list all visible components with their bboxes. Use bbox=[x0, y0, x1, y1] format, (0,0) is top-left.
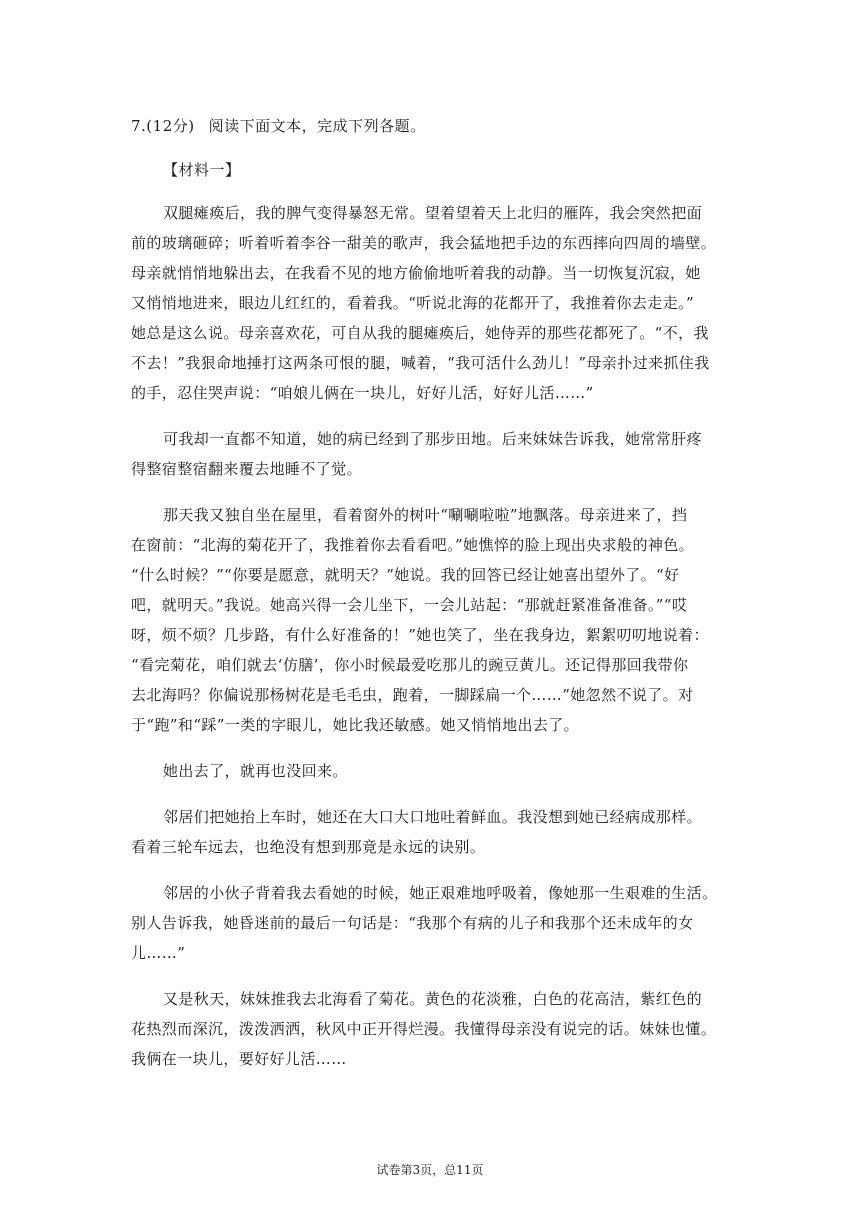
passage-line: 她总是这么说。母亲喜欢花，可自从我的腿瘫痪后，她侍弄的那些花都死了。“不，我 bbox=[131, 324, 709, 342]
passage-line: 花热烈而深沉，泼泼洒洒，秋风中正开得烂漫。我懂得母亲没有说完的话。妹妹也懂。 bbox=[131, 1020, 717, 1038]
paragraph bbox=[131, 802, 741, 862]
passage-line: 双腿瘫痪后，我的脾气变得暴怒无常。望着望着天上北归的雁阵，我会突然把面 bbox=[163, 204, 703, 222]
passage-line: 看着三轮车远去，也绝没有想到那竟是永远的诀别。 bbox=[131, 838, 486, 856]
paragraph bbox=[131, 984, 741, 1074]
passage-line: 又是秋天，妹妹推我去北海看了菊花。黄色的花淡雅，白色的花高洁，紫红色的 bbox=[163, 990, 703, 1008]
passage-line: 邻居们把她抬上车时，她还在大口大口地吐着鲜血。我没想到她已经病成那样。 bbox=[163, 808, 703, 826]
passage-line: 于“跑”和“踩”一类的字眼儿，她比我还敏感。她又悄悄地出去了。 bbox=[131, 716, 580, 734]
passage-line: 母亲就悄悄地躲出去，在我看不见的地方偷偷地听着我的动静。当一切恢复沉寂，她 bbox=[131, 264, 701, 282]
question-header bbox=[131, 112, 426, 140]
passage-line: 得整宿整宿翻来覆去地睡不了觉。 bbox=[131, 460, 363, 478]
passage-line: “什么时候？”“你要是愿意，就明天？”她说。我的回答已经让她喜出望外了。“好 bbox=[131, 566, 680, 584]
passage-line: 又悄悄地进来，眼边儿红红的，看着我。“听说北海的花都开了，我推着你去走走。” bbox=[131, 294, 695, 312]
passage-line: 不去！”我狠命地捶打这两条可恨的腿，喊着，“我可活什么劲儿！”母亲扑过来抓住我 bbox=[131, 354, 710, 372]
passage-line: 我俩在一块儿，要好好儿活…… bbox=[131, 1050, 347, 1068]
paragraph bbox=[131, 198, 741, 408]
paragraph bbox=[131, 500, 741, 740]
passage-line: 前的玻璃砸碎；听着听着李谷一甜美的歌声，我会猛地把手边的东西摔向四周的墙壁。 bbox=[131, 234, 717, 252]
passage-line: 那天我又独自坐在屋里，看着窗外的树叶“唰唰啦啦”地飘落。母亲进来了，挡 bbox=[163, 506, 688, 524]
passage-line: 在窗前：“北海的菊花开了，我推着你去看看吧。”她憔悴的脸上现出央求般的神色。 bbox=[131, 536, 695, 554]
passage-line: 儿……” bbox=[131, 944, 186, 962]
paragraph bbox=[131, 878, 741, 968]
passage-line: 她出去了，就再也没回来。 bbox=[163, 762, 348, 780]
passage-line: 邻居的小伙子背着我去看她的时候，她正艰难地呼吸着，像她那一生艰难的生活。 bbox=[163, 884, 718, 902]
passage-line: 吧，就明天。”我说。她高兴得一会儿坐下，一会儿站起：“那就赶紧准备准备。”“哎 bbox=[131, 596, 688, 614]
material-label: 【材料一】 bbox=[163, 161, 241, 179]
passage-line: 去北海吗？你偏说那杨树花是毛毛虫，跑着，一脚踩扁一个……”她忽然不说了。对 bbox=[131, 686, 694, 704]
paragraph bbox=[131, 756, 741, 786]
passage-line: “看完菊花，咱们就去‘仿膳’，你小时候最爱吃那儿的豌豆黄儿。还记得那回我带你 bbox=[131, 656, 689, 674]
passage-line: 可我却一直都不知道，她的病已经到了那步田地。后来妹妹告诉我，她常常肝疼 bbox=[163, 430, 703, 448]
passage-line: 的手，忍住哭声说：“咱娘儿俩在一块儿，好好儿活，好好儿活……” bbox=[131, 384, 594, 402]
passage-line: 别人告诉我，她昏迷前的最后一句话是：“我那个有病的儿子和我那个还未成年的女 bbox=[131, 914, 694, 932]
passage-line: 呀，烦不烦？几步路，有什么好准备的！”她也笑了，坐在我身边，絮絮叨叨地说着： bbox=[131, 626, 709, 644]
page-footer: 试卷第3页，总11页 bbox=[376, 1163, 484, 1177]
paragraph bbox=[131, 424, 741, 484]
question-number: 7.(12分) bbox=[131, 117, 195, 135]
question-instruction: 阅读下面文本，完成下列各题。 bbox=[208, 117, 426, 135]
reading-passage bbox=[131, 198, 741, 1090]
